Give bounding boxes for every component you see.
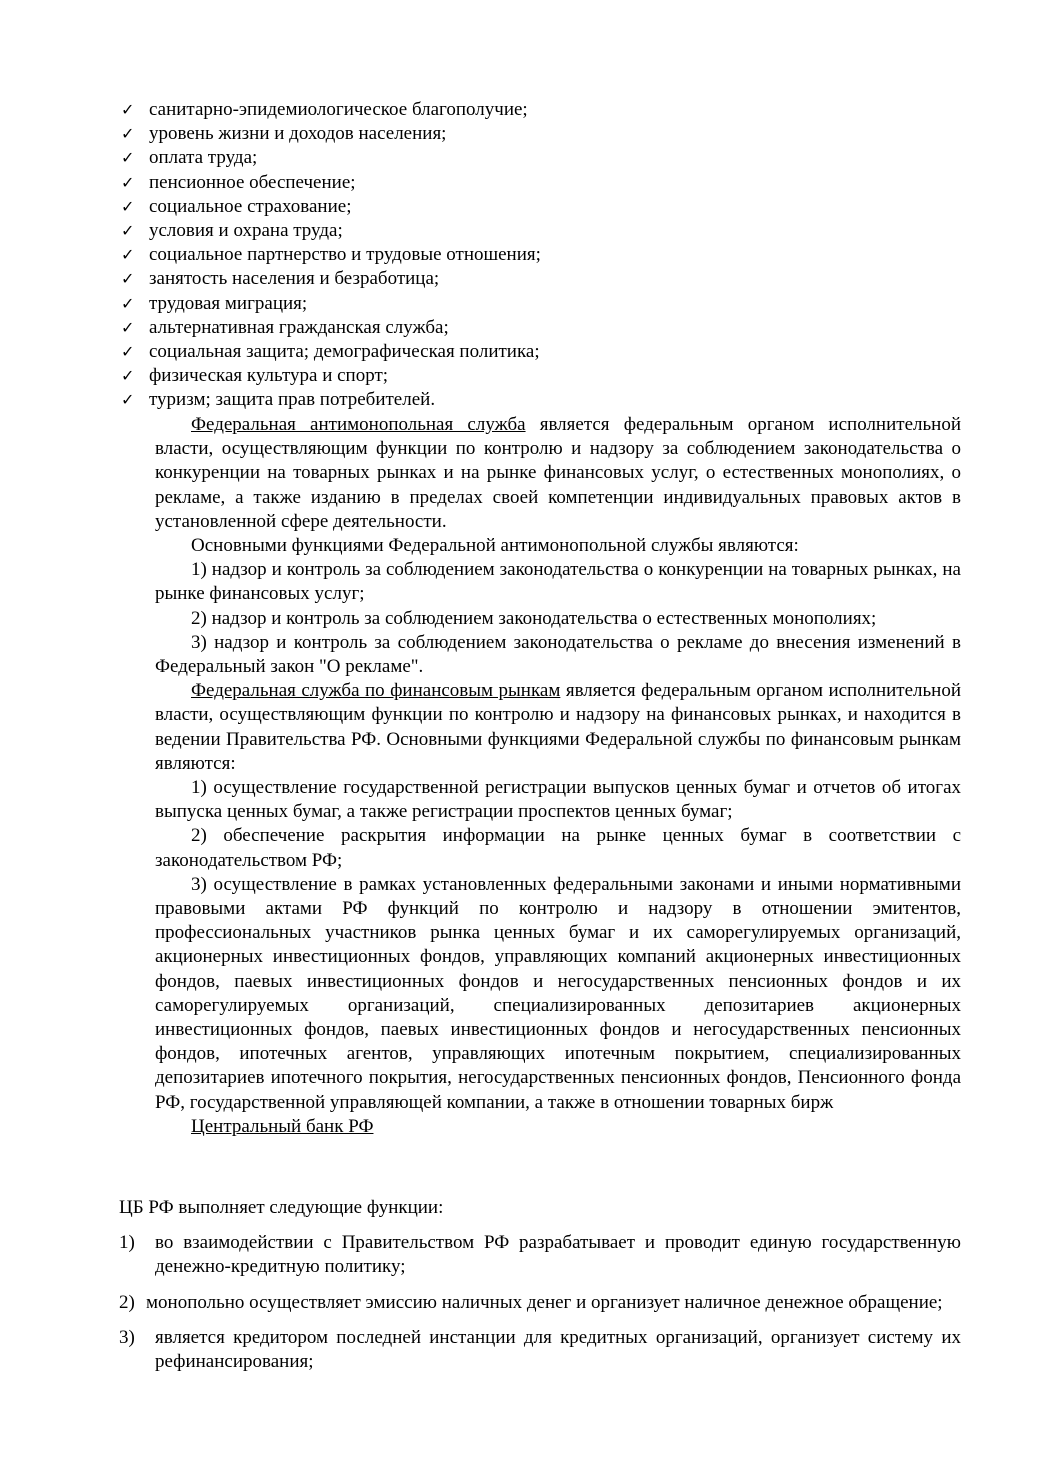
cb-heading: Центральный банк РФ <box>191 1115 374 1137</box>
cb-item-text: монопольно осуществляет эмиссию наличных денег и организует наличное денежное обращение; <box>146 1291 943 1313</box>
list-item-text: санитарно-эпидемиологическое благополучие; <box>149 99 528 120</box>
cb-item-text: во взаимодействии с Правительством РФ разрабатывает и проводит единую государственную денежно-кредитную политику; <box>155 1232 961 1278</box>
list-item-text: условия и охрана труда; <box>149 220 343 242</box>
section-heading <box>155 1115 961 1139</box>
list-item <box>121 267 921 291</box>
cb-item-number: 3) <box>119 1326 135 1348</box>
list-item <box>121 98 921 122</box>
list-item <box>121 243 921 267</box>
ffms-definition: является федеральным органом исполнительной власти, осуществляющим функции по контролю и надзору на финансовых рынках, и находится в ведении Правительства РФ. Основными функциями Федеральной службы по финансовым рынкам являются: <box>155 680 962 774</box>
checkmark-icon: ✓ <box>121 124 135 144</box>
checkmark-icon: ✓ <box>121 172 135 192</box>
checkmark-icon: ✓ <box>121 196 135 216</box>
list-item <box>121 388 921 412</box>
fas-definition: является федеральным органом исполнительной власти, осуществляющим функции по контролю и надзору за соблюдением законодательства о конкуренции на товарных рынках и на рынке финансовых услуг, о естественных монополиях, о рекламе, а также изданию в пределах своей компетенции индивидуальных правовых актов в установленной сфере деятельности. <box>155 414 961 532</box>
list-item <box>121 316 921 340</box>
checkmark-icon: ✓ <box>121 148 135 168</box>
list-item <box>121 122 921 146</box>
list-item <box>121 364 921 388</box>
checkmark-icon: ✓ <box>121 269 135 289</box>
list-item-text: занятость населения и безработица; <box>149 268 440 290</box>
cb-function-item <box>119 1291 961 1315</box>
list-item <box>121 292 921 316</box>
cb-intro: ЦБ РФ выполняет следующие функции: <box>119 1197 444 1218</box>
fas-definition-paragraph <box>155 413 961 534</box>
list-item-text: трудовая миграция; <box>149 292 308 314</box>
main-text <box>155 413 961 1139</box>
list-item-text: социальное партнерство и трудовые отношения; <box>149 244 541 266</box>
list-item-text: социальное страхование; <box>149 195 352 217</box>
ffms-definition-paragraph <box>155 679 961 776</box>
cb-item-number: 2) <box>119 1291 135 1313</box>
checkmark-icon: ✓ <box>121 317 135 337</box>
list-item-text: оплата труда; <box>149 147 258 169</box>
checkmark-icon: ✓ <box>121 221 135 241</box>
cb-item-text: является кредитором последней инстанции для кредитных организаций, организует систему их рефинансирования; <box>155 1326 961 1373</box>
list-item-text: туризм; защита прав потребителей. <box>149 389 436 411</box>
list-item <box>121 171 921 195</box>
list-item <box>121 219 921 243</box>
list-item <box>121 340 921 364</box>
checkmark-icon: ✓ <box>121 100 135 119</box>
list-item-text: социальная защита; демографическая политика; <box>149 341 540 363</box>
checkmark-icon: ✓ <box>121 342 135 362</box>
list-item-text: физическая культура и спорт; <box>149 365 389 387</box>
checkmark-icon: ✓ <box>121 245 135 265</box>
list-item-text: пенсионное обеспечение; <box>149 171 356 193</box>
list-item <box>121 146 921 170</box>
ffms-function-item: 2) обеспечение раскрытия информации на рынке ценных бумаг в соответствии с законодательством РФ; <box>155 825 961 871</box>
fas-functions-intro: Основными функциями Федеральной антимонопольной службы являются: <box>191 535 799 557</box>
ffms-function-item: 3) осуществление в рамках установленных федеральными законами и иными нормативными правовыми актами РФ функций по контролю и надзору в отношении эмитентов, профессиональных участников рынка ценных бумаг и их саморегулируемых организаций, акционерных инвестиционных фондов, управляющих компаний акционерных инвестиционных фондов, паевых инвестиционных фондов и негосударственных пенсионных фондов и их саморегулируемых организаций, специализированных депозитариев акционерных инвестиционных фондов, паевых инвестиционных фондов и негосударственных пенсионных фондов, ипотечных агентов, управляющих ипотечным покрытием, специализированных депозитариев ипотечного покрытия, негосударственных пенсионных фондов, Пенсионного фонда РФ, государственной управляющей компании, а также в отношении товарных бирж <box>155 873 961 1113</box>
ffms-function-item: 1) осуществление государственной регистрации выпусков ценных бумаг и отчетов об итогах выпуска ценных бумаг, а также регистрации проспектов ценных бумаг; <box>155 777 961 823</box>
ffms-name: Федеральная служба по финансовым рынкам <box>191 680 561 702</box>
checkmark-icon: ✓ <box>121 390 135 410</box>
list-item-text: альтернативная гражданская служба; <box>149 316 449 338</box>
cb-function-item <box>119 1326 961 1374</box>
checkmark-icon: ✓ <box>121 366 135 386</box>
list-item <box>121 195 921 219</box>
checkmark-icon: ✓ <box>121 293 135 313</box>
list-item-text: уровень жизни и доходов населения; <box>149 123 447 145</box>
cb-item-number: 1) <box>119 1232 135 1254</box>
fas-name: Федеральная антимонопольная служба <box>191 414 526 435</box>
central-bank-section <box>119 1196 961 1385</box>
fas-function-item: 2) надзор и контроль за соблюдением законодательства о естественных монополиях; <box>191 607 877 629</box>
cb-function-item <box>119 1231 961 1279</box>
fas-function-item: 3) надзор и контроль за соблюдением законодательства о рекламе до внесения изменений в Федеральный закон "О рекламе". <box>155 631 961 678</box>
fas-function-item: 1) надзор и контроль за соблюдением законодательства о конкуренции на товарных рынках, на рынке финансовых услуг; <box>155 559 961 605</box>
ministry-functions-checklist <box>121 98 921 413</box>
